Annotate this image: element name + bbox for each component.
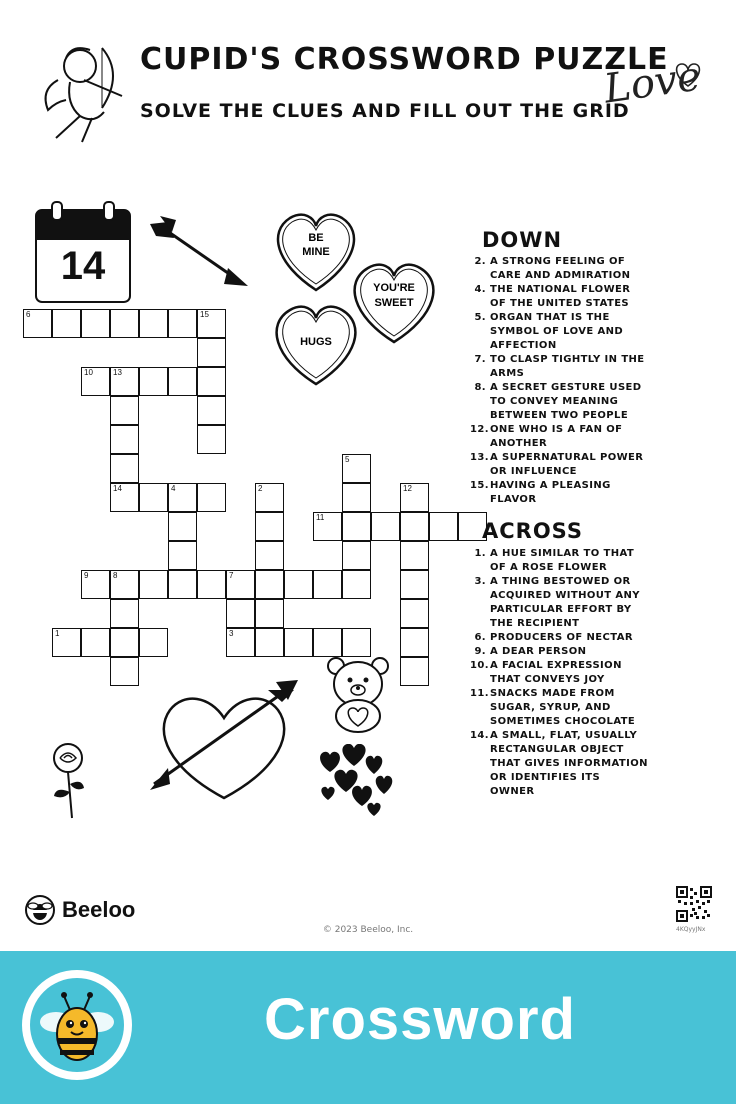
clue-text: TO CLASP TIGHTLY IN THE ARMS	[490, 354, 645, 379]
crossword-cell[interactable]	[255, 541, 284, 570]
footer-brand-name: Beeloo	[62, 897, 136, 922]
clue-text: A FACIAL EXPRESSION THAT CONVEYS JOY	[490, 660, 622, 685]
clue-number: 5	[345, 455, 350, 464]
arrow-icon	[146, 214, 252, 292]
crossword-cell[interactable]	[313, 570, 342, 599]
crossword-cell[interactable]	[371, 512, 400, 541]
clue-number: 7.	[474, 354, 486, 365]
across-clue	[470, 687, 648, 729]
copyright-text: © 2023 Beeloo, Inc.	[322, 925, 414, 935]
crossword-cell[interactable]	[226, 599, 255, 628]
crossword-cell[interactable]	[168, 367, 197, 396]
clue-number: 6.	[474, 632, 486, 643]
clue-number: 11	[316, 513, 325, 522]
crossword-cell[interactable]	[226, 628, 255, 657]
clue-text: ONE WHO IS A FAN OF ANOTHER	[490, 424, 623, 449]
crossword-cell[interactable]	[342, 512, 371, 541]
clue-number: 5.	[474, 312, 486, 323]
clue-number: 3	[229, 629, 234, 638]
crossword-cell[interactable]	[313, 628, 342, 657]
clue-number: 8	[113, 571, 118, 580]
heart-text-youre: YOU'RE	[373, 282, 415, 294]
crossword-cell[interactable]	[110, 599, 139, 628]
clue-number: 9	[84, 571, 89, 580]
calendar-number: 14	[60, 244, 106, 288]
clue-number: 14	[113, 484, 122, 493]
down-clue	[470, 283, 648, 311]
clue-number: 15	[200, 310, 209, 319]
crossword-cell[interactable]	[52, 309, 81, 338]
crossword-cell[interactable]	[400, 628, 429, 657]
crossword-cell[interactable]	[400, 512, 429, 541]
bee-mascot-icon	[20, 968, 134, 1082]
across-clue	[470, 631, 648, 645]
crossword-cell[interactable]	[168, 483, 197, 512]
page-title: CUPID'S CROSSWORD PUZZLE	[140, 42, 669, 77]
heart-outline-icon	[672, 60, 704, 88]
crossword-cell[interactable]	[168, 309, 197, 338]
across-heading: ACROSS	[482, 519, 583, 543]
heart-arrow-illustration	[148, 672, 302, 802]
heart-text-mine: MINE	[302, 246, 330, 258]
clue-number: 14.	[470, 730, 489, 741]
clue-text: A SUPERNATURAL POWER OR INFLUENCE	[490, 452, 644, 477]
down-clue	[470, 311, 648, 353]
crossword-cell[interactable]	[81, 628, 110, 657]
crossword-cell[interactable]	[255, 483, 284, 512]
heart-text-sweet: SWEET	[374, 297, 414, 309]
down-clue-list	[470, 255, 648, 507]
crossword-cell[interactable]	[342, 541, 371, 570]
clue-text: A SMALL, FLAT, USUALLY RECTANGULAR OBJECT THAT GIVES INFORMATION OR IDENTIFIES ITS OWNER	[490, 730, 648, 797]
down-clue	[470, 353, 648, 381]
crossword-cell[interactable]	[110, 367, 139, 396]
crossword-cell[interactable]	[52, 628, 81, 657]
clue-number: 11.	[470, 688, 489, 699]
crossword-cell[interactable]	[255, 599, 284, 628]
clue-number: 4	[171, 484, 176, 493]
crossword-cell[interactable]	[81, 309, 110, 338]
crossword-cell[interactable]	[197, 396, 226, 425]
teddy-bear-illustration	[326, 654, 390, 734]
crossword-cell[interactable]	[81, 367, 110, 396]
clue-text: A STRONG FEELING OF CARE AND ADMIRATION	[490, 256, 631, 281]
crossword-cell[interactable]	[110, 396, 139, 425]
across-clue	[470, 575, 648, 631]
clue-text: HAVING A PLEASING FLAVOR	[490, 480, 611, 505]
crossword-cell[interactable]	[197, 367, 226, 396]
banner-title: Crossword	[264, 987, 576, 1052]
crossword-cell[interactable]	[342, 570, 371, 599]
crossword-cell[interactable]	[342, 454, 371, 483]
across-clue	[470, 659, 648, 687]
crossword-cell[interactable]	[139, 570, 168, 599]
crossword-cell[interactable]	[342, 628, 371, 657]
crossword-cell[interactable]	[197, 338, 226, 367]
crossword-cell[interactable]	[284, 628, 313, 657]
clue-number: 8.	[474, 382, 486, 393]
crossword-cell[interactable]	[110, 628, 139, 657]
clue-number: 4.	[474, 284, 486, 295]
rose-illustration	[48, 740, 88, 820]
clue-number: 13	[113, 368, 122, 377]
clue-number: 15.	[470, 480, 489, 491]
crossword-cell[interactable]	[168, 570, 197, 599]
heart-text-hugs: HUGS	[300, 336, 332, 348]
crossword-cell[interactable]	[313, 512, 342, 541]
crossword-cell[interactable]	[255, 628, 284, 657]
crossword-cell[interactable]	[81, 570, 110, 599]
crossword-cell[interactable]	[168, 512, 197, 541]
clue-number: 3.	[474, 576, 486, 587]
clue-number: 13.	[470, 452, 489, 463]
crossword-cell[interactable]	[139, 628, 168, 657]
clue-text: THE NATIONAL FLOWER OF THE UNITED STATES	[490, 284, 631, 309]
clue-text: SNACKS MADE FROM SUGAR, SYRUP, AND SOMETIMES CHOCOLATE	[490, 688, 636, 727]
crossword-cell[interactable]	[168, 541, 197, 570]
love-script-text: Love	[601, 53, 704, 113]
clue-number: 10.	[470, 660, 489, 671]
cupid-illustration	[36, 40, 128, 148]
crossword-cell[interactable]	[342, 483, 371, 512]
down-heading: DOWN	[482, 228, 563, 252]
clue-text: PRODUCERS OF NECTAR	[490, 632, 633, 643]
crossword-cell[interactable]	[400, 541, 429, 570]
clue-text: A DEAR PERSON	[490, 646, 587, 657]
crossword-cell[interactable]	[197, 309, 226, 338]
down-clue	[470, 423, 648, 451]
crossword-cell[interactable]	[110, 657, 139, 686]
across-clue	[470, 729, 648, 799]
clue-text: ORGAN THAT IS THE SYMBOL OF LOVE AND AFFECTION	[490, 312, 624, 351]
crossword-cell[interactable]	[255, 512, 284, 541]
crossword-cell[interactable]	[226, 570, 255, 599]
candy-hearts-illustration	[264, 200, 444, 390]
crossword-cell[interactable]	[139, 309, 168, 338]
crossword-cell[interactable]	[23, 309, 52, 338]
crossword-cell[interactable]	[400, 599, 429, 628]
crossword-cell[interactable]	[400, 483, 429, 512]
crossword-cell[interactable]	[400, 657, 429, 686]
crossword-cell[interactable]	[139, 367, 168, 396]
crossword-cell[interactable]	[197, 570, 226, 599]
crossword-cell[interactable]	[255, 570, 284, 599]
clue-number: 10	[84, 368, 93, 377]
clue-text: A HUE SIMILAR TO THAT OF A ROSE FLOWER	[490, 548, 635, 573]
crossword-cell[interactable]	[197, 483, 226, 512]
crossword-cell[interactable]	[110, 309, 139, 338]
hearts-cluster-illustration	[316, 744, 396, 818]
beeloo-logo-icon	[24, 894, 56, 926]
clue-number: 12.	[470, 424, 489, 435]
across-clue	[470, 645, 648, 659]
page-subtitle: SOLVE THE CLUES AND FILL OUT THE GRID	[140, 100, 630, 122]
crossword-cell[interactable]	[429, 512, 458, 541]
clue-number: 2.	[474, 256, 486, 267]
clue-text: A SECRET GESTURE USED TO CONVEY MEANING BETWEEN TWO PEOPLE	[490, 382, 642, 421]
down-clue	[470, 479, 648, 507]
clue-number: 1.	[474, 548, 486, 559]
crossword-cell[interactable]	[284, 570, 313, 599]
crossword-cell[interactable]	[139, 483, 168, 512]
crossword-cell[interactable]	[110, 483, 139, 512]
crossword-cell[interactable]	[110, 570, 139, 599]
clue-text: A THING BESTOWED OR ACQUIRED WITHOUT ANY PARTICULAR EFFORT BY THE RECIPIENT	[490, 576, 640, 629]
clue-number: 6	[26, 310, 31, 319]
qr-code-icon	[676, 886, 712, 922]
clue-number: 9.	[474, 646, 486, 657]
clue-number: 7	[229, 571, 234, 580]
crossword-cell[interactable]	[197, 425, 226, 454]
heart-text-be: BE	[308, 232, 324, 244]
clue-number: 1	[55, 629, 60, 638]
qr-code-text: 4KQyyJNx	[676, 926, 706, 933]
crossword-cell[interactable]	[110, 454, 139, 483]
crossword-cell[interactable]	[400, 570, 429, 599]
down-clue	[470, 255, 648, 283]
clue-number: 12	[403, 484, 412, 493]
down-clue	[470, 381, 648, 423]
down-clue	[470, 451, 648, 479]
across-clue	[470, 547, 648, 575]
clue-number: 2	[258, 484, 263, 493]
crossword-cell[interactable]	[110, 425, 139, 454]
across-clue-list	[470, 547, 648, 799]
